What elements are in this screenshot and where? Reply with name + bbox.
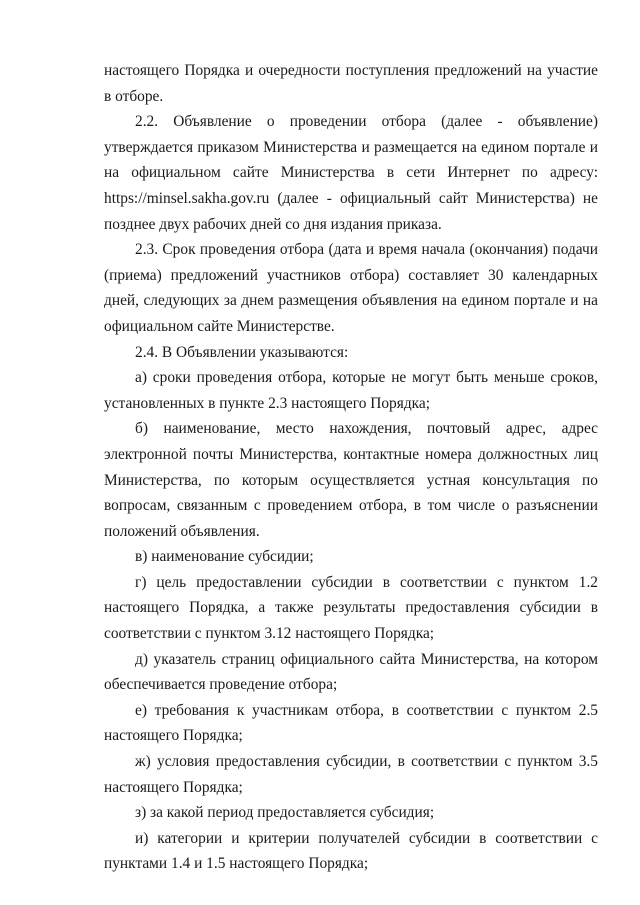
paragraph-continuation: настоящего Порядка и очередности поступления предложений на участие в отборе. (104, 62, 598, 105)
document-body (104, 58, 598, 877)
list-item-a: а) сроки проведения отбора, которые не могут быть меньше сроков, установленных в пункте 2.3 настоящего Порядка; (104, 369, 598, 412)
paragraph-2-3: 2.3. Срок проведения отбора (дата и время начала (окончания) подачи (приема) предложений участников отбора) составляет 30 календарных дней, следующих за днем размещения объявления на едином портале и на официальном сайте Министерстве. (104, 241, 598, 335)
list-item-zh: ж) условия предоставления субсидии, в соответствии с пунктом 3.5 настоящего Порядка; (104, 753, 598, 796)
list-item-z: з) за какой период предоставляется субсидия; (135, 804, 435, 822)
list-item-d: д) указатель страниц официального сайта Министерства, на котором обеспечивается проведение отбора; (104, 650, 598, 694)
list-item-b: б) наименование, место нахождения, почтовый адрес, адрес электронной почты Министерства, контактные номера должностных лиц Министерства, по которым осуществляется устная консультация по вопросам, связанным с проведением отбора, в том числе о разъяснении положений объявления. (104, 420, 598, 540)
list-item-e: е) требования к участникам отбора, в соответствии с пунктом 2.5 настоящего Порядка; (104, 701, 598, 745)
paragraph-2-2: 2.2. Объявление о проведении отбора (далее - объявление) утверждается приказом Министерства и размещается на едином портале и на официальном сайте Министерства в сети Интернет по адресу: https://minsel.sakha.gov.ru (далее - официальный сайт Министерства) не позднее двух рабочих дней со дня издания приказа. (104, 113, 598, 233)
paragraph-2-4: 2.4. В Объявлении указываются: (135, 343, 349, 361)
list-item-g: г) цель предоставлении субсидии в соответствии с пунктом 1.2 настоящего Порядка, а также результаты предоставления субсидии в соответствии с пунктом 3.12 настоящего Порядка; (104, 573, 598, 643)
list-item-v: в) наименование субсидии; (135, 548, 314, 566)
list-item-i: и) категории и критерии получателей субсидии в соответствии с пунктами 1.4 и 1.5 настоящего Порядка; (104, 829, 598, 873)
